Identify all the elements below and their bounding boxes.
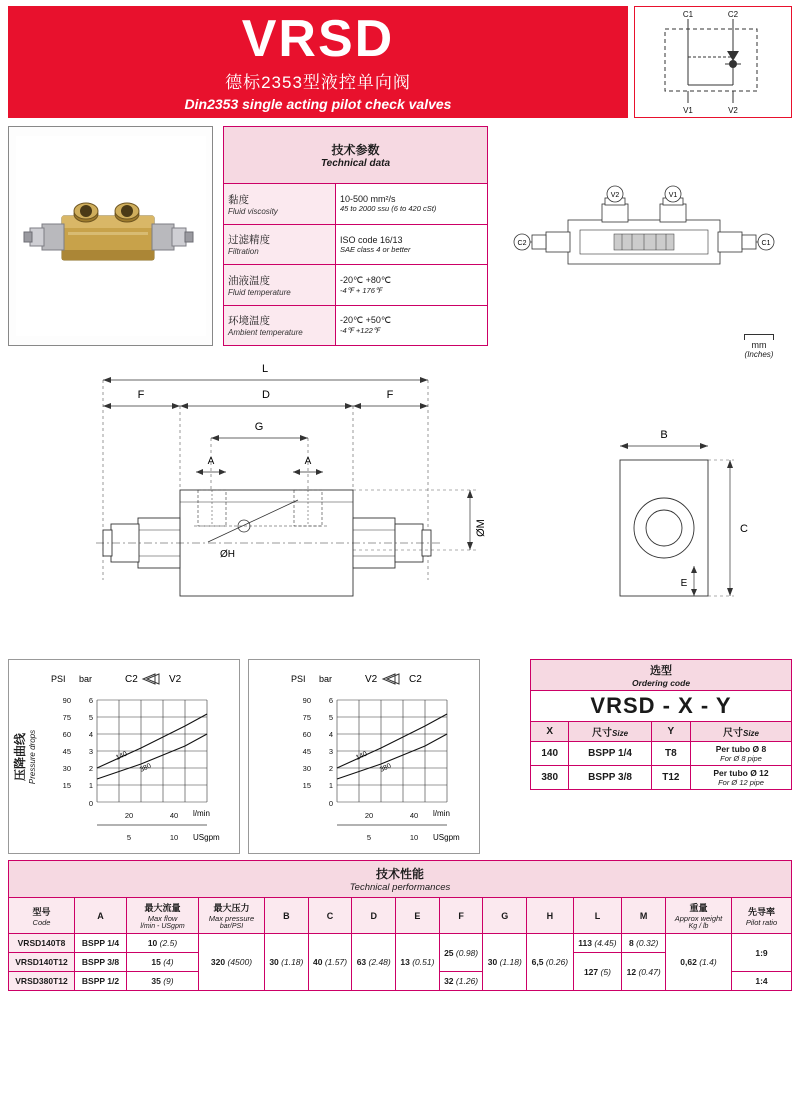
- tech-value-viscosity: [336, 184, 488, 224]
- perf-col-max-pressure: [199, 898, 265, 934]
- chart1-xtick-40: 40: [169, 811, 179, 820]
- ordering-header: [531, 660, 792, 691]
- table-row: [531, 742, 792, 766]
- dim-label-F-right: F: [386, 389, 394, 401]
- perf-col-l: [573, 898, 622, 934]
- order-row-1-x-size: BSPP 3/8: [569, 766, 651, 790]
- pressure-drops-side-label: [11, 729, 37, 783]
- perf-col-f: [439, 898, 483, 934]
- dimension-svg: [8, 350, 792, 650]
- label-cn: 过滤精度: [228, 234, 270, 247]
- page-title: VRSD: [241, 9, 395, 68]
- value: 8: [628, 938, 634, 948]
- product-photo-svg: [16, 136, 206, 336]
- chart1-xtick-5: 5: [126, 833, 132, 842]
- perf-title-cn: 技术性能: [375, 867, 424, 881]
- y-size-en: For Ø 8 pipe: [720, 754, 762, 763]
- perf-title-en: Technical performances: [349, 882, 451, 893]
- value-alt: (4500): [227, 957, 253, 967]
- perf-weight-value: [666, 934, 732, 991]
- perf-h-value: [527, 934, 573, 991]
- value: 127: [583, 966, 599, 977]
- perf-col-c: [308, 898, 352, 934]
- col-cn: B: [283, 910, 290, 921]
- value-alt: (0.47): [638, 966, 661, 977]
- perf-col-e: [396, 898, 440, 934]
- technical-data-header: [224, 127, 488, 184]
- label-cn: 黏度: [228, 193, 249, 206]
- perf-row-2-pilot-ratio: 1:4: [732, 972, 792, 991]
- ordering-title-cn: 选型: [650, 665, 672, 677]
- value: 35: [151, 976, 161, 986]
- value-alt: (1.18): [281, 957, 304, 967]
- label-en: Fluid temperature: [228, 287, 291, 297]
- section-label-c1: C1: [761, 240, 771, 247]
- perf-g-value: [483, 934, 527, 991]
- order-row-0-y: T8: [651, 742, 690, 766]
- chart2-xtick-5: 5: [366, 833, 372, 842]
- chart2-ytick-bar-5: 5: [328, 713, 333, 722]
- chart1-ytick-psi-75: 75: [62, 713, 71, 722]
- perf-row-1-a: BSPP 3/8: [75, 953, 127, 972]
- value-primary: ISO code 16/13: [340, 234, 403, 245]
- ordering-col-x-size: [569, 722, 651, 742]
- chart1-series-label-380: 380: [138, 762, 153, 774]
- technical-data-table: [223, 126, 488, 346]
- chart2-ytick-psi-90: 90: [302, 696, 311, 705]
- performance-header-row: [9, 898, 792, 934]
- dim-label-diaM: ØM: [475, 519, 487, 537]
- perf-row-1-code: VRSD140T12: [9, 953, 75, 972]
- order-row-0-y-size: [690, 742, 791, 766]
- value-primary: -20℃ +80℃: [340, 274, 391, 285]
- value-alt: (5): [600, 966, 611, 977]
- order-row-0-x-size: BSPP 1/4: [569, 742, 651, 766]
- col-x-size-cn: 尺寸: [592, 728, 613, 739]
- perf-row-0-code: VRSD140T8: [9, 934, 75, 953]
- chart1-ytick-psi-30: 30: [62, 764, 71, 773]
- value-alt: (1.18): [499, 957, 522, 967]
- value: 32: [444, 976, 454, 986]
- chart2-xtick-10: 10: [409, 833, 419, 842]
- col-cn: H: [546, 910, 554, 921]
- col-en: Code: [32, 917, 51, 927]
- value: 25: [444, 947, 454, 958]
- table-row: [224, 184, 488, 224]
- perf-col-d: [352, 898, 396, 934]
- chart2-ytick-bar-6: 6: [328, 696, 333, 705]
- chart1-ytick-psi-60: 60: [62, 730, 71, 739]
- col-en: Max pressure: [208, 914, 255, 923]
- section-label-v2: V2: [610, 192, 620, 199]
- order-row-0-x: 140: [531, 742, 569, 766]
- dim-label-A-left: A: [207, 456, 215, 467]
- chart2-ytick-bar-2: 2: [328, 764, 333, 773]
- unit-inches: (Inches): [744, 350, 774, 359]
- chart2-title: V2: [365, 674, 378, 685]
- perf-row-2-a: BSPP 1/2: [75, 972, 127, 991]
- tech-title-en: Technical data: [320, 158, 391, 170]
- col-cn: 最大流量: [144, 903, 181, 913]
- perf-c-value: [308, 934, 352, 991]
- col-cn: 型号: [32, 906, 51, 917]
- chart-2-svg: [249, 660, 481, 853]
- technical-performance-block: [8, 860, 792, 991]
- value: 6,5: [531, 957, 544, 967]
- perf-row-0-f: [439, 934, 483, 972]
- value-secondary: -4℉ + 176℉: [340, 285, 383, 295]
- chart2-ytick-psi-15: 15: [302, 781, 311, 790]
- perf-b-value: [265, 934, 309, 991]
- value-alt: (2.48): [368, 957, 391, 967]
- chart1-series-label-140: 140: [114, 750, 129, 762]
- tech-label-ambient-temperature: [224, 305, 336, 346]
- performance-title: [9, 861, 792, 898]
- chart1-xlabel-lmin: l/min: [193, 809, 210, 818]
- value-alt: (2.5): [159, 938, 178, 948]
- value: 320: [210, 957, 226, 967]
- chart2-ytick-psi-75: 75: [302, 713, 311, 722]
- col-cn: C: [326, 910, 334, 921]
- value: 12: [626, 966, 637, 977]
- value: 63: [356, 957, 367, 967]
- chart2-axis-bar: bar: [319, 674, 333, 684]
- col-cn: D: [370, 910, 377, 921]
- dim-label-diaH: ØH: [220, 549, 235, 560]
- chart1-ytick-bar-3: 3: [88, 747, 93, 756]
- chart2-xtick-20: 20: [364, 811, 374, 820]
- ordering-code: VRSD - X - Y: [531, 691, 792, 722]
- value: 113: [578, 938, 592, 948]
- chart2-ytick-bar-4: 4: [328, 730, 333, 739]
- perf-col-code: [9, 898, 75, 934]
- perf-d-value: [352, 934, 396, 991]
- chart1-series-380: [97, 734, 207, 779]
- tech-value-fluid-temperature: [336, 265, 488, 305]
- tech-label-filtration: [224, 224, 336, 264]
- y-size-cn: Per tubo Ø 12: [713, 768, 769, 778]
- tech-value-ambient-temperature: [336, 305, 488, 346]
- tech-value-filtration: [336, 224, 488, 264]
- perf-col-m: [622, 898, 666, 934]
- y-size-cn: Per tubo Ø 8: [715, 744, 767, 754]
- order-row-1-y: T12: [651, 766, 690, 790]
- perf-row-0-l: [573, 934, 622, 953]
- chart2-ytick-psi-30: 30: [302, 764, 311, 773]
- chart1-ytick-bar-1: 1: [88, 781, 93, 790]
- side-label-cn: 压降曲线: [13, 732, 28, 781]
- value-alt: (9): [163, 976, 174, 986]
- chart2-xtick-40: 40: [409, 811, 419, 820]
- dim-label-F-left: F: [137, 389, 145, 401]
- col-cn: 最大压力: [213, 903, 250, 913]
- perf-col-weight: [666, 898, 732, 934]
- dimension-drawings: [8, 340, 792, 655]
- col-cn: G: [501, 910, 509, 921]
- order-row-1-y-size: [690, 766, 791, 790]
- value: 13: [400, 957, 410, 967]
- col-x-size-en: Size: [612, 729, 629, 738]
- value: 40: [313, 957, 323, 967]
- dim-label-C: C: [740, 523, 748, 535]
- perf-col-max-flow: [127, 898, 199, 934]
- page-header: [8, 6, 792, 118]
- symbol-label-c2: C2: [727, 10, 739, 19]
- info-row: [8, 126, 792, 346]
- value-secondary: 45 to 2000 ssu (6 to 420 cSt): [340, 204, 437, 214]
- chart-1-svg: [9, 660, 241, 853]
- col-unit: Kg / lb: [688, 923, 709, 930]
- tech-label-viscosity: [224, 184, 336, 224]
- col-en: Max flow: [147, 914, 178, 923]
- y-size-en: For Ø 12 pipe: [718, 778, 764, 787]
- chart2-series-label-380: 380: [378, 762, 393, 774]
- perf-col-g: [483, 898, 527, 934]
- cross-section-svg: [510, 176, 780, 296]
- col-cn: L: [594, 910, 601, 921]
- table-row: [9, 934, 792, 953]
- subtitle-english: Din2353 single acting pilot check valves: [184, 96, 452, 113]
- ordering-code-block: [530, 659, 792, 854]
- value-primary: -20℃ +50℃: [340, 315, 391, 326]
- perf-row-1-max-flow: [127, 953, 199, 972]
- tech-label-fluid-temperature: [224, 265, 336, 305]
- units-note: [744, 334, 774, 359]
- pressure-drop-chart-1: [8, 659, 240, 854]
- chart2-ytick-bar-0: 0: [328, 799, 333, 808]
- perf-col-h: [527, 898, 573, 934]
- dim-label-E: E: [680, 578, 688, 589]
- chart2-ytick-psi-45: 45: [302, 747, 311, 756]
- pressure-drop-chart-2: [248, 659, 480, 854]
- chart1-ytick-psi-45: 45: [62, 747, 71, 756]
- value: 30: [269, 957, 279, 967]
- value-alt: (0.26): [545, 957, 569, 967]
- perf-row-1-l: [573, 953, 622, 991]
- chart1-ytick-bar-2: 2: [88, 764, 93, 773]
- table-row: [224, 265, 488, 305]
- dim-label-D: D: [262, 389, 270, 401]
- hydraulic-symbol-diagram: [634, 6, 792, 118]
- ordering-col-x: X: [531, 722, 569, 742]
- col-cn: A: [97, 910, 104, 921]
- chart2-xlabel-lmin: l/min: [433, 809, 450, 818]
- value-alt: (4.45): [594, 938, 617, 948]
- table-row: [224, 224, 488, 264]
- chart2-ytick-bar-3: 3: [328, 747, 333, 756]
- chart2-series-380: [337, 734, 447, 779]
- perf-row-2-max-flow: [127, 972, 199, 991]
- chart1-xtick-20: 20: [124, 811, 134, 820]
- chart1-xlabel-usgpm: USgpm: [193, 833, 220, 842]
- subtitle-chinese: 德标2353型液控单向阀: [225, 73, 411, 93]
- col-cn: 先导率: [747, 906, 775, 917]
- col-en: Pilot ratio: [745, 917, 778, 927]
- col-en: Approx weight: [674, 914, 723, 923]
- value-secondary: SAE class 4 or better: [340, 244, 411, 254]
- col-cn: F: [458, 910, 464, 921]
- perf-row-0-max-flow: [127, 934, 199, 953]
- section-label-v1: V1: [668, 192, 678, 199]
- value: 0,62: [680, 957, 697, 967]
- perf-col-b: [265, 898, 309, 934]
- ordering-title-en: Ordering code: [631, 678, 691, 688]
- side-label-en: Pressure drops: [28, 729, 38, 784]
- table-row: [531, 766, 792, 790]
- value-alt: (0.51): [412, 957, 435, 967]
- perf-col-pilot-ratio: [732, 898, 792, 934]
- label-en: Ambient temperature: [228, 328, 303, 338]
- chart1-axis-psi: PSI: [51, 674, 66, 684]
- header-banner: [8, 6, 628, 118]
- col-y-size-en: Size: [742, 729, 759, 738]
- label-cn: 油液温度: [228, 274, 270, 287]
- section-label-c2: C2: [517, 240, 527, 247]
- charts-and-ordering: [8, 659, 792, 854]
- chart1-title-2: V2: [169, 674, 182, 685]
- chart1-ytick-bar-5: 5: [88, 713, 93, 722]
- order-row-1-x: 380: [531, 766, 569, 790]
- symbol-svg: [635, 7, 791, 117]
- value-alt: (0.32): [636, 938, 659, 948]
- value: 10: [147, 938, 158, 948]
- value-alt: (0.98): [455, 947, 479, 958]
- chart1-ytick-psi-15: 15: [62, 781, 71, 790]
- dim-label-L: L: [261, 363, 269, 375]
- col-unit: l/min - USgpm: [140, 923, 185, 930]
- symbol-label-c1: C1: [682, 10, 694, 19]
- chart2-series-label-140: 140: [354, 750, 369, 762]
- product-photo: [8, 126, 213, 346]
- chart1-ytick-bar-0: 0: [88, 799, 93, 808]
- tech-title-cn: 技术参数: [331, 143, 380, 158]
- label-en: Fluid viscosity: [228, 206, 278, 216]
- dim-label-G: G: [254, 421, 264, 433]
- label-en: Filtration: [228, 247, 259, 257]
- col-y-size-cn: 尺寸: [722, 728, 743, 739]
- perf-col-a: [75, 898, 127, 934]
- chart1-title: C2: [125, 674, 138, 685]
- value: 30: [487, 957, 498, 967]
- value: 15: [151, 957, 161, 967]
- perf-max-pressure-value: [199, 934, 265, 991]
- symbol-label-v1: V1: [683, 106, 693, 115]
- perf-row-1-m: [622, 953, 666, 991]
- chart1-ytick-bar-6: 6: [88, 696, 93, 705]
- value-alt: (1.26): [455, 976, 479, 986]
- chart2-ytick-bar-1: 1: [328, 781, 333, 790]
- col-cn: E: [414, 910, 421, 921]
- ordering-col-y: Y: [651, 722, 690, 742]
- perf-row-0-a: BSPP 1/4: [75, 934, 127, 953]
- perf-row-2-code: VRSD380T12: [9, 972, 75, 991]
- value-secondary: -4℉ +122℉: [340, 326, 380, 336]
- symbol-label-v2: V2: [728, 106, 738, 115]
- value-alt: (1.4): [699, 957, 717, 967]
- ordering-col-y-size: [690, 722, 791, 742]
- chart2-title-2: C2: [409, 674, 422, 685]
- chart1-axis-bar: bar: [79, 674, 93, 684]
- cross-section-drawing: [498, 126, 792, 346]
- label-cn: 环境温度: [228, 315, 270, 328]
- chart2-xlabel-usgpm: USgpm: [433, 833, 460, 842]
- perf-row-1-f: [439, 972, 483, 991]
- perf-row-0-pilot-ratio: 1:9: [732, 934, 792, 972]
- chart2-ytick-psi-60: 60: [302, 730, 311, 739]
- performance-table: [8, 860, 792, 991]
- unit-mm: mm: [751, 340, 767, 350]
- col-cn: M: [639, 910, 648, 921]
- col-unit: bar/PSI: [219, 923, 244, 930]
- chart1-ytick-psi-90: 90: [62, 696, 71, 705]
- table-row: [224, 305, 488, 346]
- value-alt: (1.57): [324, 957, 348, 967]
- chart1-ytick-bar-4: 4: [88, 730, 93, 739]
- dim-label-B: B: [660, 429, 668, 441]
- perf-row-0-m: [622, 934, 666, 953]
- ordering-table: [530, 659, 792, 790]
- dim-label-A-right: A: [304, 456, 312, 467]
- perf-e-value: [396, 934, 440, 991]
- value-primary: 10-500 mm²/s: [340, 194, 396, 205]
- chart1-xtick-10: 10: [169, 833, 179, 842]
- value-alt: (4): [163, 957, 174, 967]
- col-cn: 重量: [689, 903, 708, 913]
- chart2-axis-psi: PSI: [291, 674, 306, 684]
